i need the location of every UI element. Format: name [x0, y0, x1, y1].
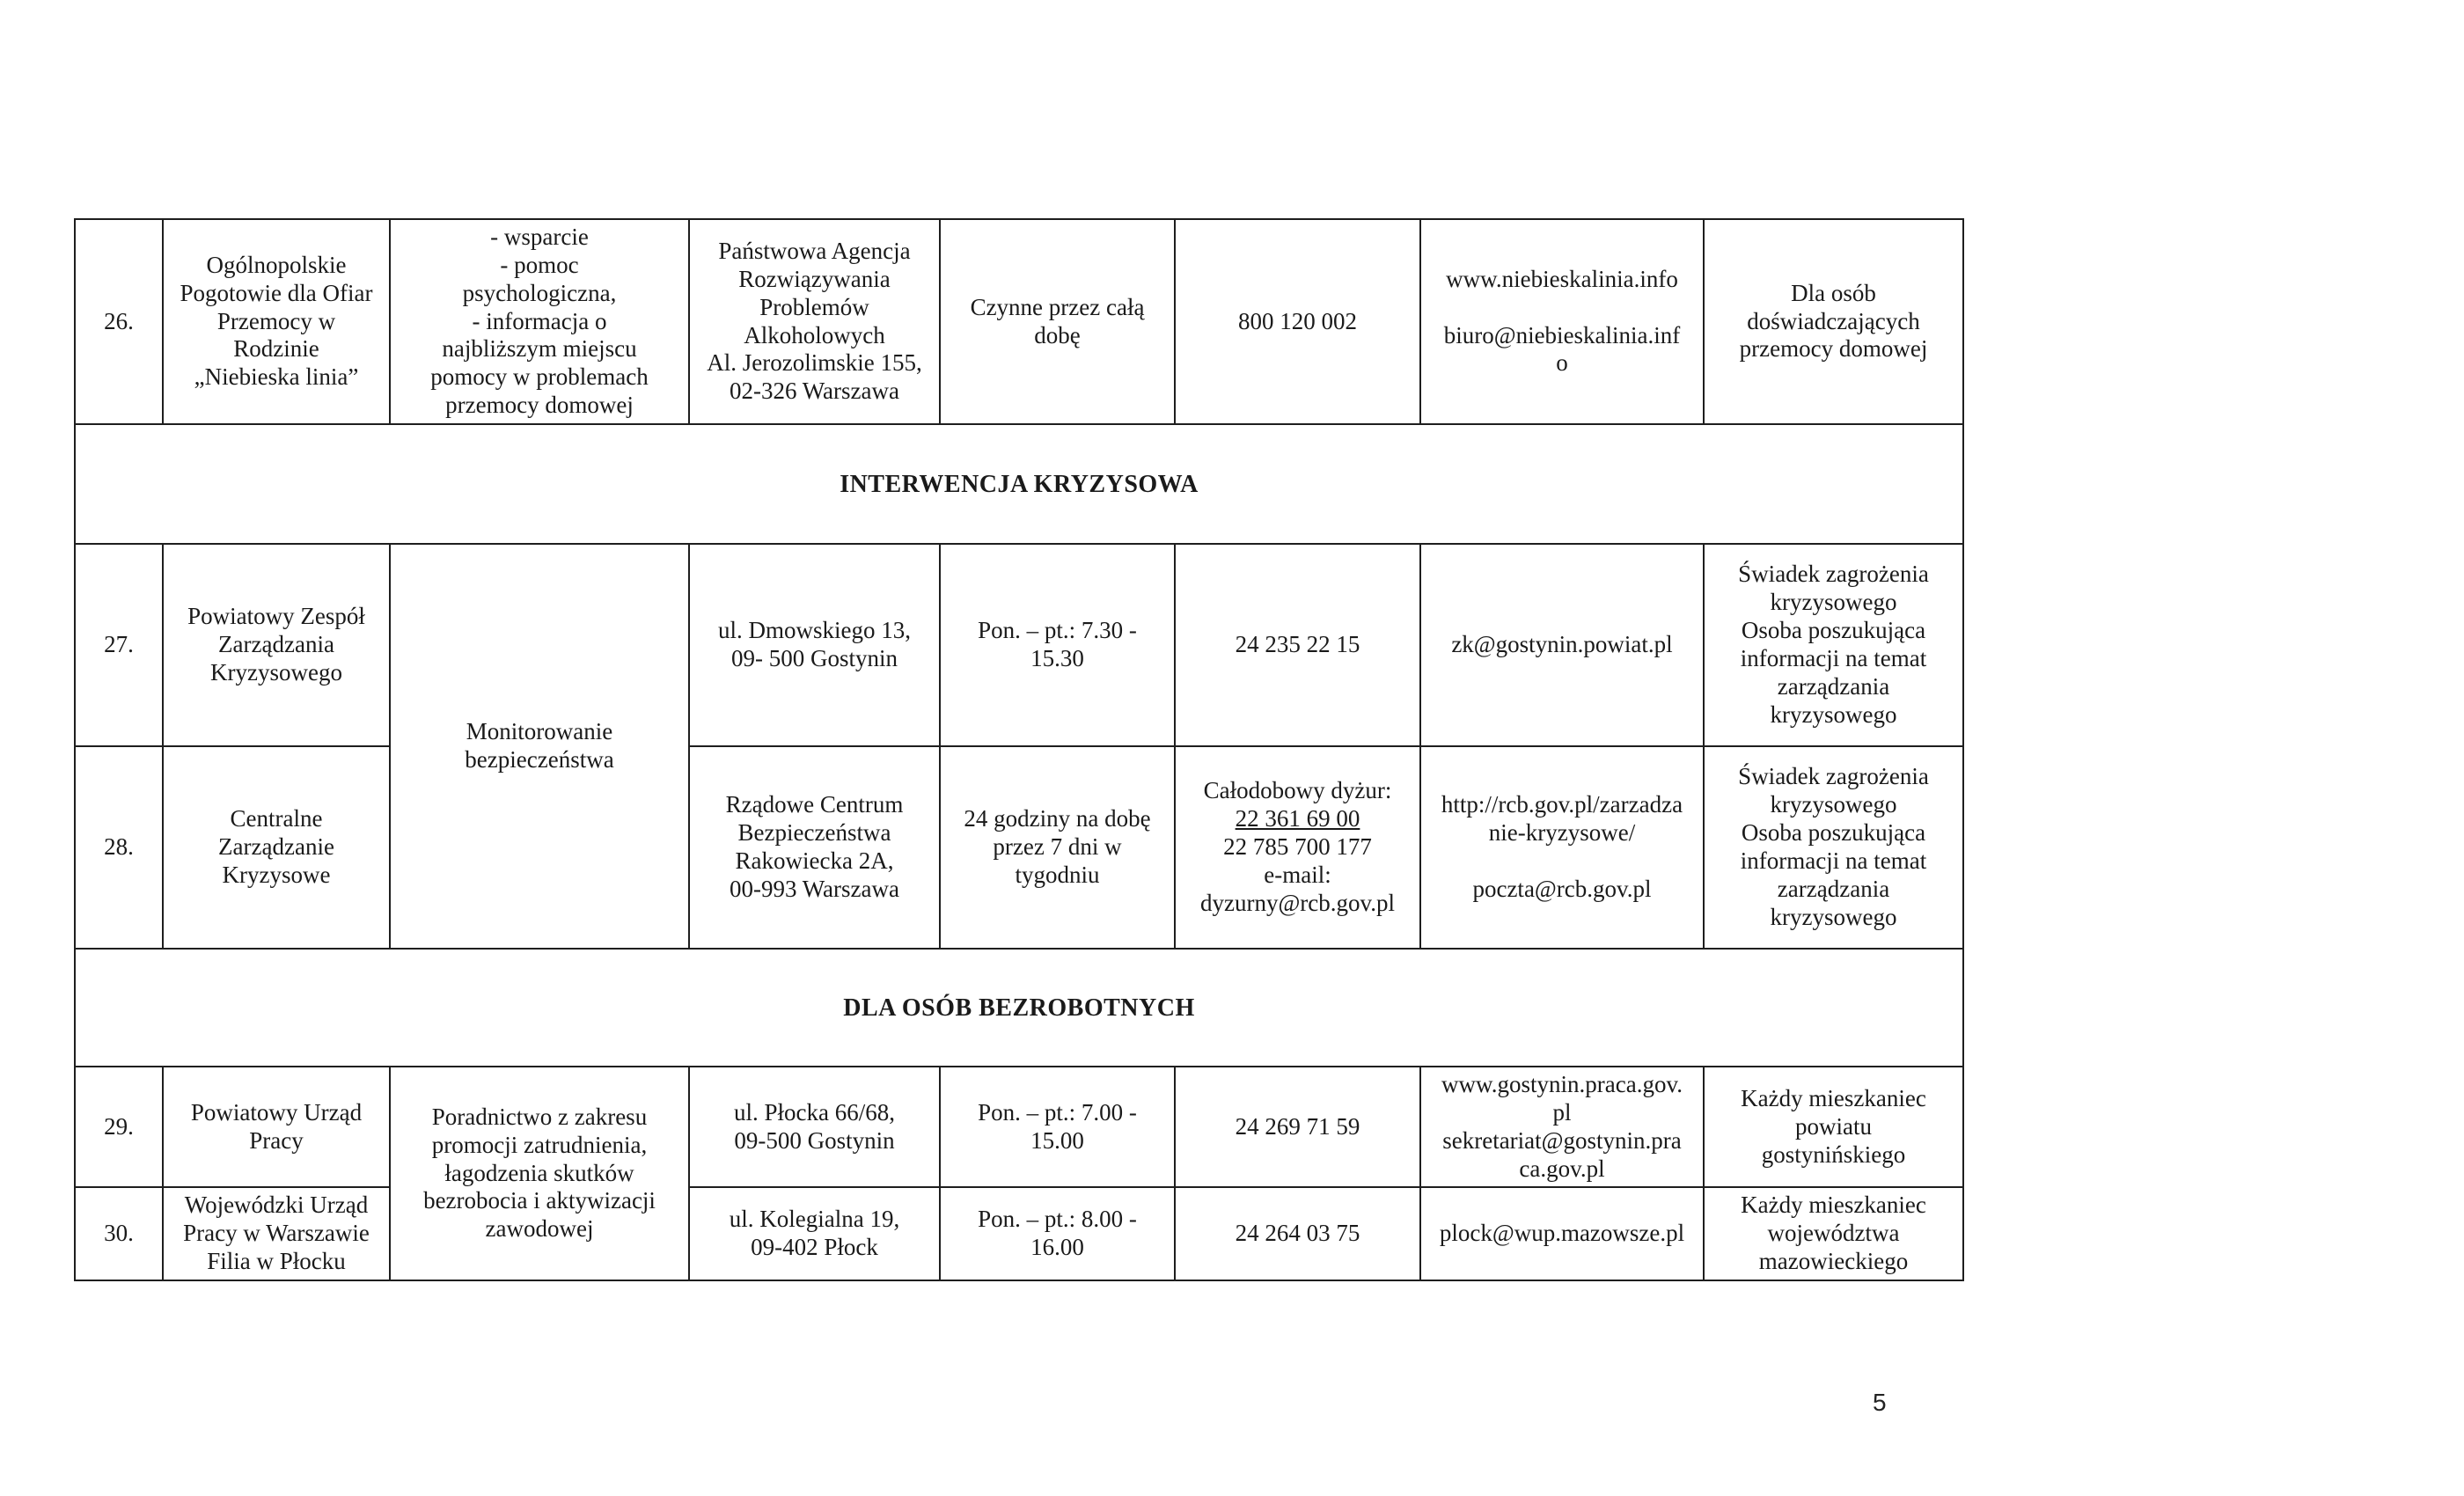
cell-line: ul. Płocka 66/68,: [734, 1098, 895, 1126]
cell-line: Wojewódzki Urząd: [184, 1192, 369, 1219]
web-email: [1420, 1067, 1704, 1187]
cell-line: o: [1556, 349, 1568, 377]
cell-line: 00-993 Warszawa: [729, 875, 899, 902]
cell-line: pl: [1552, 1098, 1572, 1126]
cell-line: Pogotowie dla Ofiar: [180, 279, 373, 306]
cell-line: tygodniu: [1015, 861, 1100, 888]
cell-line: kryzysowego: [1770, 700, 1897, 728]
institution-name: [163, 746, 390, 949]
cell-line: przemocy domowej: [445, 392, 634, 419]
cell-line: informacji na temat: [1740, 645, 1927, 672]
cell-line: Pon. – pt.: 7.00 -: [978, 1098, 1137, 1126]
cell-line: 16.00: [1030, 1234, 1084, 1261]
cell-line: bezpieczeństwa: [465, 746, 614, 774]
cell-line: Osoba poszukująca: [1741, 617, 1926, 644]
cell-line: psychologiczna,: [462, 279, 617, 306]
cell-line: - pomoc: [500, 251, 579, 278]
cell-line: 24 269 71 59: [1235, 1112, 1360, 1140]
cell-line: łagodzenia skutków: [444, 1159, 634, 1186]
cell-line: doświadczających: [1747, 307, 1920, 334]
address: [689, 219, 940, 424]
cell-line: zawodowej: [485, 1215, 594, 1243]
cell-line: bezrobocia i aktywizacji: [423, 1187, 656, 1214]
cell-line: Zarządzania: [218, 631, 334, 658]
cell-line: 15.30: [1030, 645, 1084, 672]
cell-line: Przemocy w Rodzinie: [216, 307, 336, 363]
table-row: [75, 219, 1963, 424]
section-title: INTERWENCJA KRYZYSOWA: [75, 424, 1963, 544]
cell-line: 22 785 700 177: [1223, 833, 1372, 861]
row-number: 27.: [75, 544, 163, 746]
cell-line: kryzysowego: [1770, 791, 1897, 818]
cell-line: biuro@niebieskalinia.inf: [1443, 321, 1681, 348]
address: [689, 746, 940, 949]
cell-line: 24 264 03 75: [1235, 1220, 1360, 1247]
cell-line: przez 7 dni w: [993, 833, 1122, 861]
cell-line: kryzysowego: [1770, 589, 1897, 616]
cell-line: Rakowiecka 2A,: [735, 847, 894, 875]
row-number: 26.: [75, 219, 163, 424]
cell-line: 24 godziny na dobę: [964, 805, 1151, 832]
cell-line: pomocy w problemach: [430, 363, 649, 391]
target-group: [1704, 219, 1963, 424]
cell-line: plock@wup.mazowsze.pl: [1439, 1220, 1685, 1247]
cell-line: „Niebieska linia”: [194, 363, 359, 391]
cell-line: Rozwiązywania: [738, 265, 891, 292]
cell-line: Każdy mieszkaniec: [1741, 1192, 1926, 1219]
cell-line: Al. Jerozolimskie 155,: [707, 349, 922, 377]
cell-line: promocji zatrudnienia,: [431, 1131, 648, 1158]
phone: [1175, 1067, 1420, 1187]
cell-line: zk@gostynin.powiat.pl: [1451, 631, 1673, 658]
cell-line: 22 361 69 00: [1235, 805, 1360, 832]
address: [689, 1187, 940, 1280]
cell-line: [1430, 847, 1694, 876]
cell-line: Powiatowy Zespół: [187, 603, 365, 630]
cell-line: http://rcb.gov.pl/zarzadza: [1441, 791, 1683, 818]
institution-name: [163, 1067, 390, 1187]
phone: [1175, 219, 1420, 424]
cell-line: Państwowa Agencja: [718, 237, 911, 264]
cell-line: ca.gov.pl: [1519, 1155, 1605, 1182]
cell-line: Pracy w Warszawie: [183, 1220, 370, 1247]
phone: [1175, 544, 1420, 746]
cell-line: nie-kryzysowe/: [1488, 819, 1636, 847]
cell-line: Filia w Płocku: [207, 1248, 346, 1275]
cell-line: Pon. – pt.: 8.00 -: [978, 1206, 1137, 1233]
cell-line: Rządowe Centrum: [725, 791, 904, 818]
address: [689, 544, 940, 746]
cell-line: ul. Kolegialna 19,: [729, 1206, 900, 1233]
section-title: DLA OSÓB BEZROBOTNYCH: [75, 949, 1963, 1067]
cell-line: Powiatowy Urząd: [190, 1098, 363, 1126]
cell-line: 09-500 Gostynin: [734, 1126, 895, 1154]
web-email: [1420, 746, 1704, 949]
cell-line: przemocy domowej: [1739, 335, 1928, 363]
web-email: [1420, 1187, 1704, 1280]
target-group: [1704, 1067, 1963, 1187]
contacts-table: [74, 218, 1964, 1281]
target-group: [1704, 544, 1963, 746]
cell-line: Ogólnopolskie: [206, 251, 347, 278]
help-type: [390, 1067, 689, 1280]
cell-line: Alkoholowych: [744, 321, 885, 348]
cell-line: województwa: [1767, 1220, 1900, 1247]
cell-line: 09-402 Płock: [751, 1234, 878, 1261]
cell-line: powiatu: [1795, 1112, 1872, 1140]
row-number: 30.: [75, 1187, 163, 1280]
cell-line: Problemów: [759, 293, 869, 320]
section-row: [75, 424, 1963, 544]
phone: [1175, 1187, 1420, 1280]
phone: [1175, 746, 1420, 949]
table-row: [75, 544, 1963, 746]
cell-line: Kryzysowe: [222, 861, 331, 888]
help-type: [390, 544, 689, 949]
cell-line: 24 235 22 15: [1235, 631, 1360, 658]
cell-line: Świadek zagrożenia: [1738, 763, 1929, 790]
table-row: [75, 746, 1963, 949]
opening-hours: [940, 544, 1175, 746]
table-row: [75, 1067, 1963, 1187]
cell-line: Osoba poszukująca: [1741, 819, 1926, 847]
cell-line: kryzysowego: [1770, 903, 1897, 930]
cell-line: Każdy mieszkaniec: [1741, 1084, 1926, 1111]
institution-name: [163, 544, 390, 746]
opening-hours: [940, 1187, 1175, 1280]
cell-line: www.niebieskalinia.info: [1446, 265, 1678, 292]
cell-line: Czynne przez całą: [970, 293, 1145, 320]
cell-line: zarządzania: [1777, 672, 1890, 700]
cell-line: informacji na temat: [1740, 847, 1927, 875]
cell-line: Monitorowanie: [466, 718, 613, 745]
cell-line: - informacja o: [472, 307, 607, 334]
cell-line: mazowieckiego: [1758, 1248, 1909, 1275]
cell-line: Pon. – pt.: 7.30 -: [978, 617, 1137, 644]
cell-line: ul. Dmowskiego 13,: [718, 617, 911, 644]
cell-line: [1430, 294, 1694, 322]
cell-line: Całodobowy dyżur:: [1203, 777, 1392, 804]
web-email: [1420, 544, 1704, 746]
cell-line: Dla osób: [1791, 279, 1876, 306]
institution-name: [163, 1187, 390, 1280]
opening-hours: [940, 219, 1175, 424]
address: [689, 1067, 940, 1187]
opening-hours: [940, 1067, 1175, 1187]
cell-line: dobę: [1034, 321, 1081, 348]
cell-line: sekretariat@gostynin.pra: [1442, 1126, 1682, 1154]
web-email: [1420, 219, 1704, 424]
cell-line: 09- 500 Gostynin: [731, 645, 898, 672]
table-row: [75, 1187, 1963, 1280]
page-number: 5: [1873, 1389, 1887, 1416]
cell-line: Poradnictwo z zakresu: [431, 1103, 648, 1130]
cell-line: e-mail:: [1264, 861, 1331, 888]
cell-line: 15.00: [1030, 1126, 1084, 1154]
cell-line: Zarządzanie: [218, 833, 334, 861]
cell-line: zarządzania: [1777, 875, 1890, 902]
section-row: [75, 949, 1963, 1067]
cell-line: dyzurny@rcb.gov.pl: [1199, 889, 1396, 916]
institution-name: [163, 219, 390, 424]
cell-line: Centralne: [230, 805, 323, 832]
row-number: 28.: [75, 746, 163, 949]
cell-line: Pracy: [249, 1126, 304, 1154]
opening-hours: [940, 746, 1175, 949]
cell-line: poczta@rcb.gov.pl: [1472, 875, 1652, 902]
cell-line: Bezpieczeństwa: [737, 819, 891, 847]
cell-line: Kryzysowego: [210, 658, 342, 686]
cell-line: 800 120 002: [1238, 307, 1357, 334]
target-group: [1704, 1187, 1963, 1280]
cell-line: 02-326 Warszawa: [729, 378, 899, 405]
cell-line: - wsparcie: [490, 224, 589, 250]
row-number: 29.: [75, 1067, 163, 1187]
target-group: [1704, 746, 1963, 949]
cell-line: gostynińskiego: [1761, 1140, 1906, 1168]
cell-line: www.gostynin.praca.gov.: [1441, 1071, 1683, 1098]
help-type: [390, 219, 689, 424]
cell-line: najbliższym miejscu: [442, 335, 637, 363]
cell-line: Świadek zagrożenia: [1738, 561, 1929, 588]
